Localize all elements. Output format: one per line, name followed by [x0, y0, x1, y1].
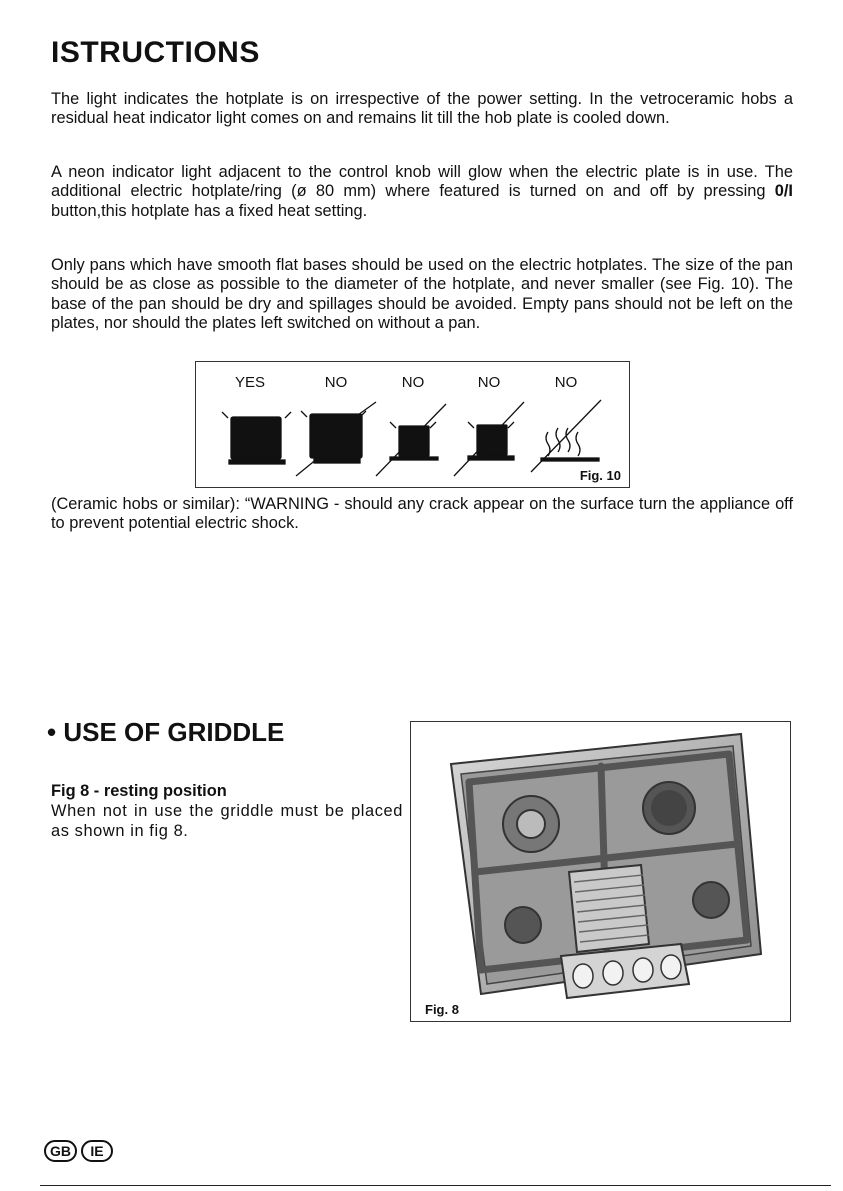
figure-10-pan-diagram [195, 361, 630, 488]
figure-8-hob-illustration [410, 721, 791, 1022]
griddle-plate-icon [569, 865, 649, 952]
pan-drawings [196, 362, 629, 487]
button-label-0i: 0/I [774, 182, 793, 201]
hob-drawing [411, 722, 790, 1021]
paragraph-warning: (Ceramic hobs or similar): “WARNING - should any crack appear on the surface turn the appliance off to prevent potential electric shock. [51, 495, 793, 533]
figure-10-caption: Fig. 10 [579, 468, 621, 483]
country-badge-ie: IE [81, 1140, 113, 1162]
paragraph-indicator-light: The light indicates the hotplate is on irrespective of the power setting. In the vetroceramic hobs a residual heat indicator light comes on and remains lit till the hob plate is cooled down. [51, 90, 793, 128]
country-badges [44, 1140, 113, 1162]
pan-yes-icon [222, 412, 291, 464]
pan-label-5: NO [554, 374, 578, 391]
pan-label-1: YES [234, 374, 265, 391]
paragraph-pans: Only pans which have smooth flat bases should be used on the electric hotplates. The size of the pan should be as close as possible to the diameter of the hotplate, and never smaller (see Fig. 10). The base of the pan should be dry and spillages should be avoided. Empty pans should not be left on the plates, nor should the plates left switched on without a pan. [51, 256, 793, 333]
pan-label-2: NO [324, 374, 348, 391]
paragraph-neon-text-a: A neon indicator light adjacent to the control knob will glow when the electric plate is in use. The additional electric hotplate/ring (ø 80 mm) where featured is turned on and off by pressing [51, 163, 793, 201]
page-bottom-rule [40, 1185, 831, 1186]
paragraph-griddle: When not in use the griddle must be placed as shown in fig 8. [51, 802, 403, 840]
paragraph-neon-indicator [51, 163, 793, 221]
pan-too-large-icon [296, 402, 376, 476]
pan-too-small-icon [376, 404, 446, 476]
pan-uneven-base-icon [454, 402, 524, 476]
country-badge-gb: GB [44, 1140, 77, 1162]
section-title-griddle: • USE OF GRIDDLE [47, 717, 285, 747]
empty-plate-heat-icon [531, 400, 601, 472]
paragraph-neon-text-b: button,this hotplate has a fixed heat setting. [51, 201, 368, 220]
page-title: ISTRUCTIONS [51, 36, 260, 69]
pan-label-3: NO [401, 374, 425, 391]
pan-label-4: NO [477, 374, 501, 391]
figure-8-caption: Fig. 8 [425, 1002, 459, 1017]
subheading-resting-position: Fig 8 - resting position [51, 782, 227, 800]
